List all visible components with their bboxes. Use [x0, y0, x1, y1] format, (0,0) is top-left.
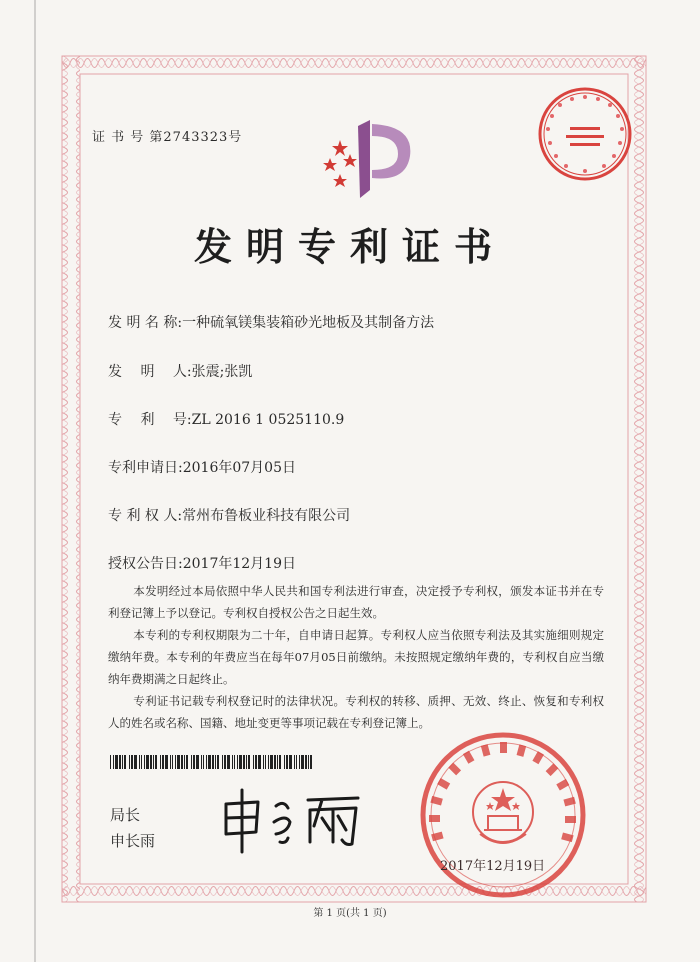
director-title: 局长: [110, 806, 141, 824]
field-patentee: [108, 505, 350, 525]
national-ip-office-seal-icon: [418, 730, 588, 900]
field-value: 2016年07月05日: [182, 460, 296, 476]
field-label: 授权公告日:: [108, 556, 183, 572]
seal-date: 2017年12月19日: [440, 859, 546, 874]
field-value: 2017年12月19日: [182, 556, 296, 572]
certificate-number: 证 书 号 第2743323号: [92, 130, 243, 145]
document-title: 发明专利证书: [193, 224, 506, 269]
page-number: 第 1 页(共 1 页): [313, 908, 387, 919]
field-value: 常州布鲁板业科技有限公司: [182, 508, 351, 524]
field-invention-name: [108, 312, 434, 332]
agency-seal-icon: [536, 85, 634, 183]
patent-office-emblem-icon: [310, 112, 420, 202]
director-name: 申长雨: [110, 832, 156, 850]
director-signature-icon: [218, 786, 368, 856]
field-inventor: [108, 361, 252, 381]
field-grant-date: [108, 553, 296, 573]
field-patent-number: [108, 409, 344, 429]
paragraph-grant: 本发明经过本局依照中华人民共和国专利法进行审查，决定授予专利权，颁发本证书并在专利登记簿上予以登记。专利权自授权公告之日起生效。: [108, 584, 604, 620]
paragraph-term: 本专利的专利权期限为二十年，自申请日起算。专利权人应当依照专利法及其实施细则规定缴纳年费。本专利的年费应当在每年07月05日前缴纳。未按照规定缴纳年费的，专利权自应当缴纳年费期满之日起终止。: [108, 628, 604, 686]
field-label: 专 利 权 人:: [108, 508, 183, 524]
field-value: ZL 2016 1 0525110.9: [191, 412, 345, 428]
paragraph-legal-status: 专利证书记载专利权登记时的法律状况。专利权的转移、质押、无效、终止、恢复和专利权人的姓名或名称、国籍、地址变更等事项记载在专利登记簿上。: [108, 694, 604, 730]
field-label: 发 明 名 称:: [108, 315, 183, 331]
field-label: 专利申请日:: [108, 460, 183, 476]
body-text: [108, 580, 604, 734]
field-value: 张震;张凯: [191, 364, 253, 380]
barcode-icon: [110, 755, 315, 769]
field-application-date: [108, 457, 296, 477]
field-label: 专 利 号:: [108, 412, 192, 428]
field-label: 发 明 人:: [108, 364, 192, 380]
field-value: 一种硫氧镁集装箱砂光地板及其制备方法: [182, 315, 435, 331]
